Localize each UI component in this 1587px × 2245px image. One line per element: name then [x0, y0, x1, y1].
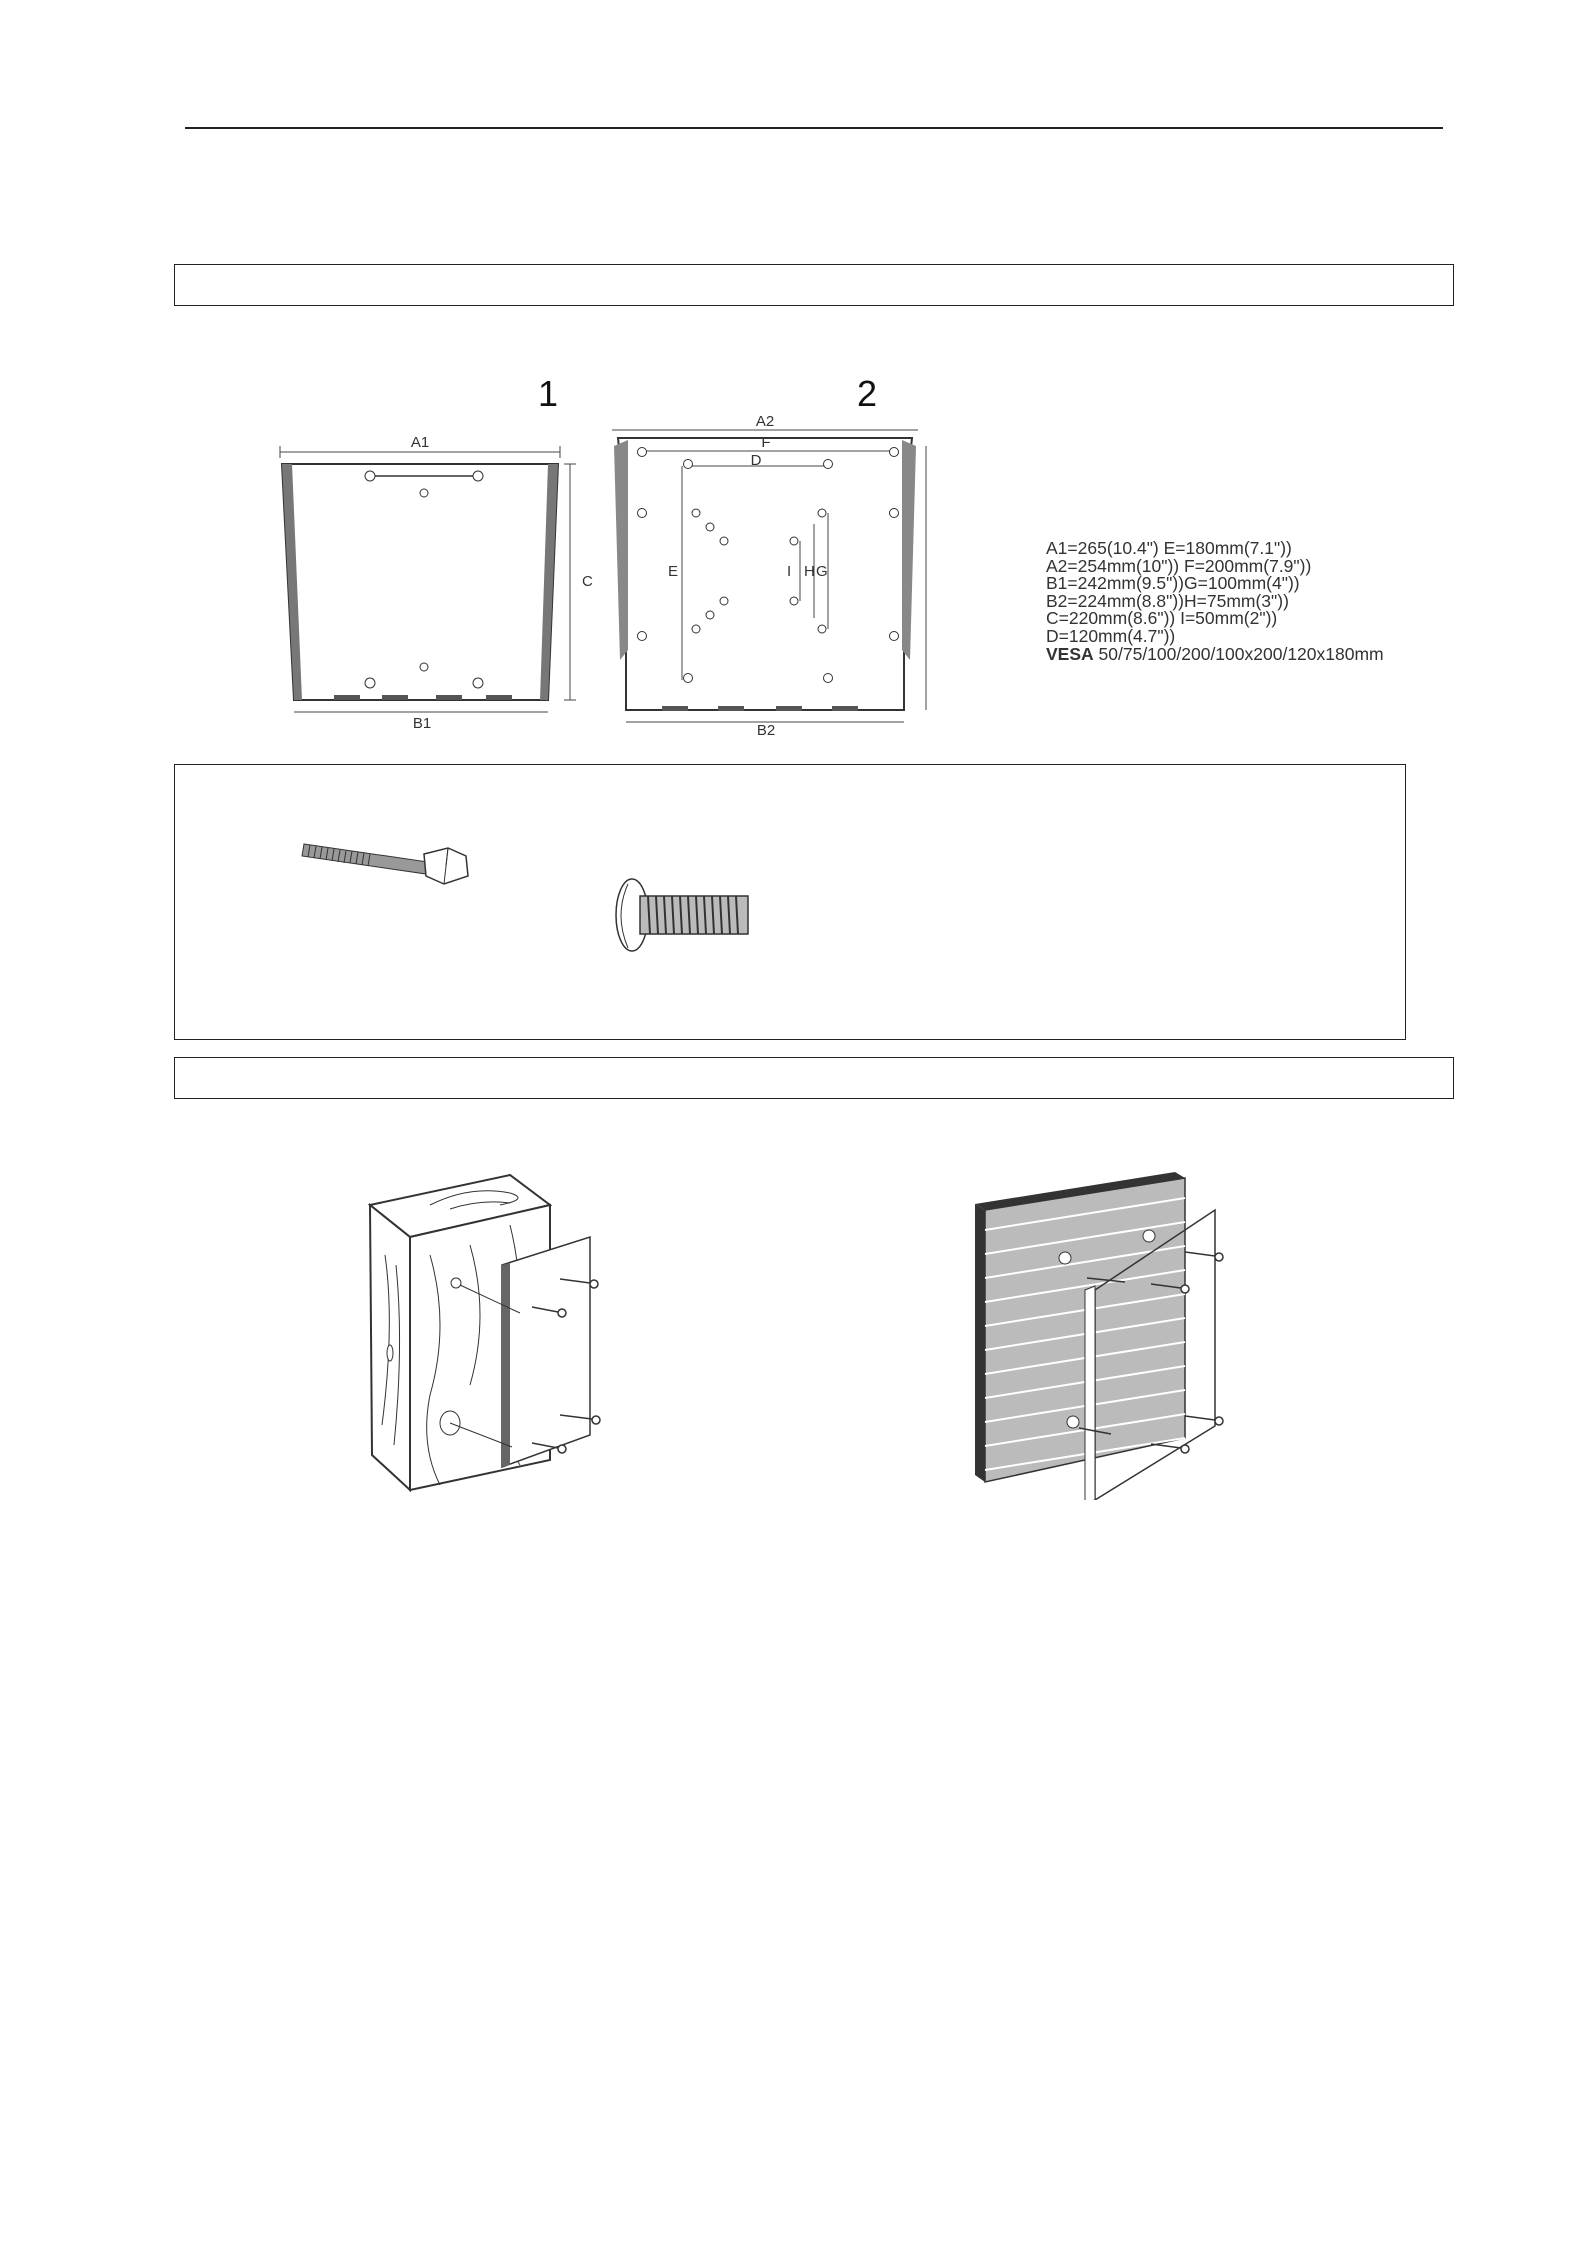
- dim-c-label: C: [582, 573, 593, 590]
- vesa-spec: [1046, 643, 1384, 664]
- spec-line: A2=254mm(10")) F=200mm(7.9")): [1046, 555, 1312, 576]
- spec-line: D=120mm(4.7")): [1046, 625, 1176, 646]
- dim-i-label: I: [787, 563, 792, 580]
- dimensions-specs: [1046, 540, 1384, 663]
- figure-1-number: 1: [538, 373, 559, 414]
- brick-wall-install-icon: [975, 1170, 1265, 1500]
- dim-g-label: G: [816, 563, 828, 580]
- bolt-screw-icon: [300, 838, 475, 898]
- spec-line: C=220mm(8.6")) I=50mm(2")): [1046, 608, 1278, 629]
- bracket-1-drawing: [270, 430, 600, 730]
- dim-h-label: H: [804, 563, 815, 580]
- spec-line: B2=224mm(8.8"))H=75mm(3")): [1046, 590, 1289, 611]
- dim-a2-label: A2: [755, 413, 775, 430]
- spec-line: A1=265(10.4") E=180mm(7.1")): [1046, 538, 1292, 558]
- dim-a1-label: A1: [410, 434, 430, 451]
- dim-b2-label: B2: [756, 722, 776, 735]
- dim-d-label: D: [750, 452, 762, 469]
- section-header-box-2: [174, 1057, 1454, 1099]
- dim-b1-label: B1: [412, 715, 432, 730]
- header-rule: [185, 127, 1443, 129]
- section-header-box-1: [174, 264, 1454, 306]
- dim-f-label: F: [761, 434, 771, 451]
- vesa-label: VESA: [1046, 643, 1094, 664]
- wooden-wall-install-icon: [360, 1165, 660, 1505]
- bracket-2-drawing: [600, 410, 940, 735]
- figure-2-number: 2: [857, 373, 878, 414]
- spec-line: B1=242mm(9.5"))G=100mm(4")): [1046, 573, 1300, 594]
- dim-e-label: E: [668, 563, 679, 580]
- vesa-value: 50/75/100/200/100x200/120x180mm: [1098, 643, 1384, 664]
- parts-box: [174, 764, 1406, 1040]
- mushroom-head-screw-icon: [610, 870, 760, 960]
